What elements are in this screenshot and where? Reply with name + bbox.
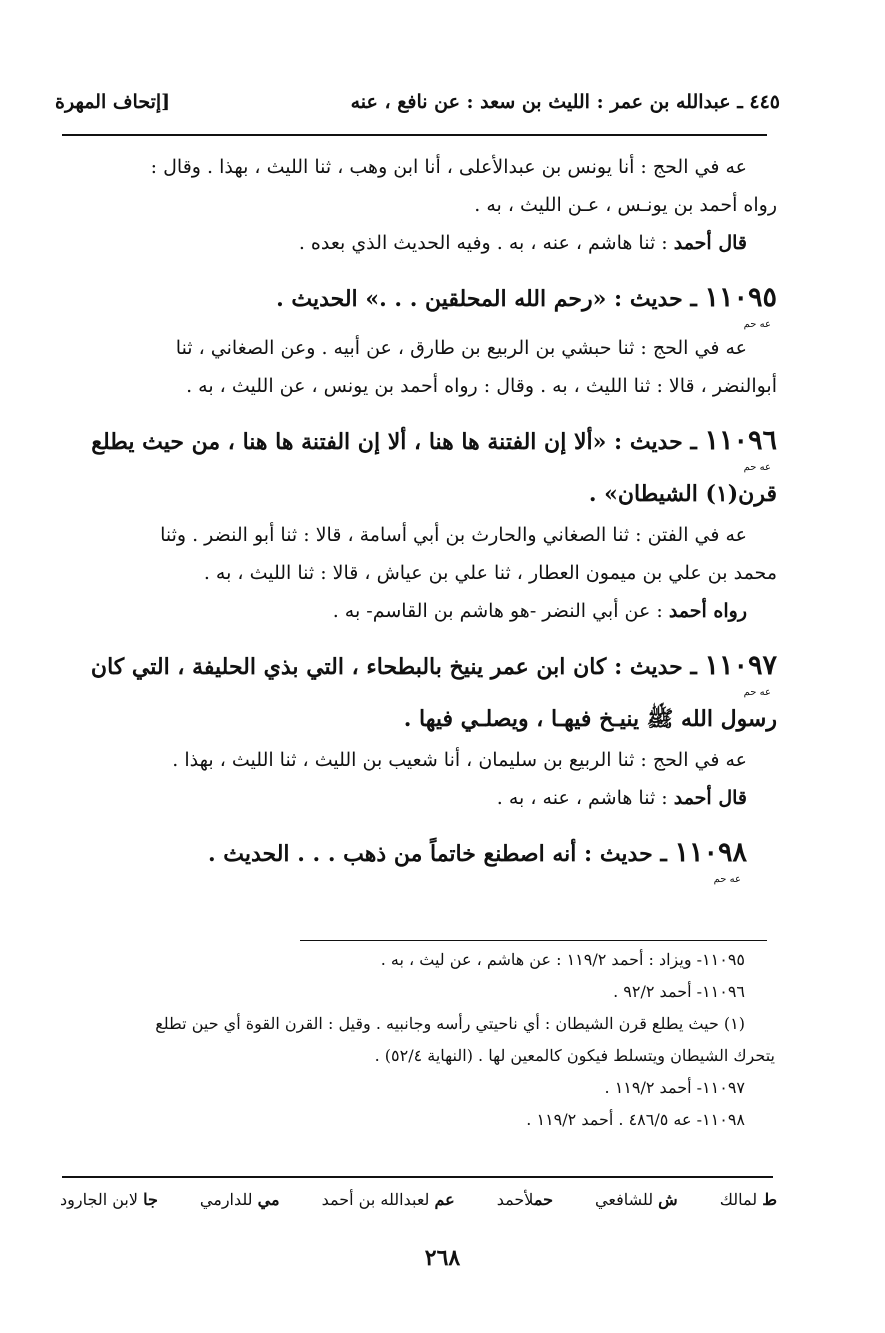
footnote-rule bbox=[300, 940, 767, 941]
legend-label: لمالك bbox=[719, 1190, 758, 1209]
page-header bbox=[55, 84, 780, 120]
book-title: [إتحاف المهرة bbox=[55, 91, 171, 113]
legend-item bbox=[60, 1190, 158, 1209]
hadith-title: ـ حديث : «ألا إن الفتنة ها هنا ، ألا إن الفتنة ها هنا ، من حيث يطلع bbox=[91, 429, 705, 455]
legend-label: لأحمد bbox=[496, 1190, 534, 1209]
legend-label: لابن الجارود bbox=[60, 1190, 138, 1209]
hadith-sigla: عه حم bbox=[743, 319, 771, 330]
hadith-entry bbox=[55, 276, 777, 405]
legend-code: جا bbox=[143, 1190, 158, 1209]
hadith-heading-cont: رسول الله ﷺ ينيـخ فيهـا ، ويصلـي فيها . bbox=[403, 706, 777, 732]
legend-rule bbox=[62, 1176, 773, 1178]
text-line: عه في الحج : ثنا حبشي بن الربيع بن طارق ، عن أبيه . وعن الصغاني ، ثنا bbox=[175, 337, 747, 359]
footnote: ١١٠٩٨- عه ٤٨٦/٥ . أحمد ١١٩/٢ . bbox=[526, 1110, 745, 1129]
legend-item bbox=[322, 1190, 455, 1209]
ahmad-label: رواه أحمد bbox=[668, 600, 747, 622]
header-rule bbox=[62, 134, 767, 136]
hadith-entry bbox=[55, 831, 777, 884]
text-line bbox=[55, 779, 777, 817]
text-line bbox=[55, 592, 777, 630]
main-text bbox=[55, 148, 777, 884]
text-span: : عن أبي النضر -هو هاشم بن القاسم- به . bbox=[332, 600, 669, 622]
running-title: ٤٤٥ ـ عبدالله بن عمر : الليث بن سعد : عن نافع ، عنه bbox=[350, 91, 780, 113]
hadith-sigla: عه حم bbox=[743, 462, 771, 473]
hadith-title: ـ حديث : «رحم الله المحلقين . . .» الحديث . bbox=[276, 286, 705, 312]
ahmad-label: قال أحمد bbox=[673, 232, 747, 254]
legend-code: ش bbox=[658, 1190, 678, 1209]
legend-item bbox=[595, 1190, 678, 1209]
footnote: ١١٠٩٥- ويزاد : أحمد ١١٩/٢ : عن هاشم ، عن ليث ، به . bbox=[380, 950, 745, 969]
hadith-number: ١١٠٩٧ bbox=[704, 650, 777, 681]
text-line: عه في الحج : أنا يونس بن عبدالأعلى ، أنا ابن وهب ، ثنا الليث ، بهذا . وقال : bbox=[150, 156, 747, 178]
hadith-number: ١١٠٩٦ bbox=[704, 425, 777, 456]
hadith-entry bbox=[55, 419, 777, 630]
text-line bbox=[55, 224, 777, 262]
hadith-title: ـ حديث : كان ابن عمر ينيخ بالبطحاء ، التي بذي الحليفة ، التي كان bbox=[90, 654, 705, 680]
footnote: ١١٠٩٧- أحمد ١١٩/٢ . bbox=[604, 1078, 745, 1097]
text-line: محمد بن علي بن ميمون العطار ، ثنا علي بن عياش ، قالا : ثنا الليث ، به . bbox=[203, 562, 777, 584]
hadith-heading bbox=[55, 644, 777, 689]
legend-label: للدارمي bbox=[199, 1190, 253, 1209]
hadith-heading-cont: قرن(١) الشيطان» . bbox=[588, 481, 777, 507]
hadith-title: ـ حديث : أنه اصطنع خاتماً من ذهب . . . الحديث . bbox=[207, 841, 675, 867]
hadith-sigla: عه حم bbox=[743, 687, 771, 698]
legend-item bbox=[497, 1190, 553, 1209]
ahmad-label: قال أحمد bbox=[673, 787, 747, 809]
legend-item bbox=[720, 1190, 777, 1209]
legend-code: مي bbox=[257, 1190, 280, 1209]
legend-label: لعبدالله بن أحمد bbox=[321, 1190, 430, 1209]
hadith-entry bbox=[55, 644, 777, 817]
legend-code: حم bbox=[533, 1190, 553, 1209]
hadith-heading bbox=[55, 831, 747, 876]
hadith-number: ١١٠٩٥ bbox=[704, 282, 777, 313]
hadith-heading bbox=[55, 419, 777, 464]
footnote: يتحرك الشيطان ويتسلط فيكون كالمعين لها . (النهاية ٥٢/٤) . bbox=[374, 1046, 775, 1065]
legend-code: ط bbox=[762, 1190, 777, 1209]
footnotes bbox=[55, 944, 775, 1136]
abbreviation-legend bbox=[60, 1190, 777, 1209]
text-line: أبوالنضر ، قالا : ثنا الليث ، به . وقال : رواه أحمد بن يونس ، عن الليث ، به . bbox=[186, 375, 777, 397]
footnote: ١١٠٩٦- أحمد ٩٢/٢ . bbox=[613, 982, 745, 1001]
text-span: : ثنا هاشم ، عنه ، به . وفيه الحديث الذي بعده . bbox=[298, 232, 674, 254]
legend-label: للشافعي bbox=[595, 1190, 654, 1209]
text-span: : ثنا هاشم ، عنه ، به . bbox=[496, 787, 674, 809]
hadith-number: ١١٠٩٨ bbox=[674, 837, 747, 868]
page-number: ٢٦٨ bbox=[424, 1245, 461, 1271]
text-line: رواه أحمد بن يونـس ، عـن الليث ، به . bbox=[474, 194, 777, 216]
footnote: (١) حيث يطلع قرن الشيطان : أي ناحيتي رأسه وجانبيه . وقيل : القرن القوة أي حين تطلع bbox=[155, 1014, 745, 1033]
hadith-sigla: عه حم bbox=[713, 874, 741, 885]
hadith-heading bbox=[55, 276, 777, 321]
legend-item bbox=[200, 1190, 280, 1209]
legend-code: عم bbox=[434, 1190, 455, 1209]
text-line: عه في الحج : ثنا الربيع بن سليمان ، أنا شعيب بن الليث ، ثنا الليث ، بهذا . bbox=[172, 749, 747, 771]
text-line: عه في الفتن : ثنا الصغاني والحارث بن أبي أسامة ، قالا : ثنا أبو النضر . وثنا bbox=[160, 524, 747, 546]
